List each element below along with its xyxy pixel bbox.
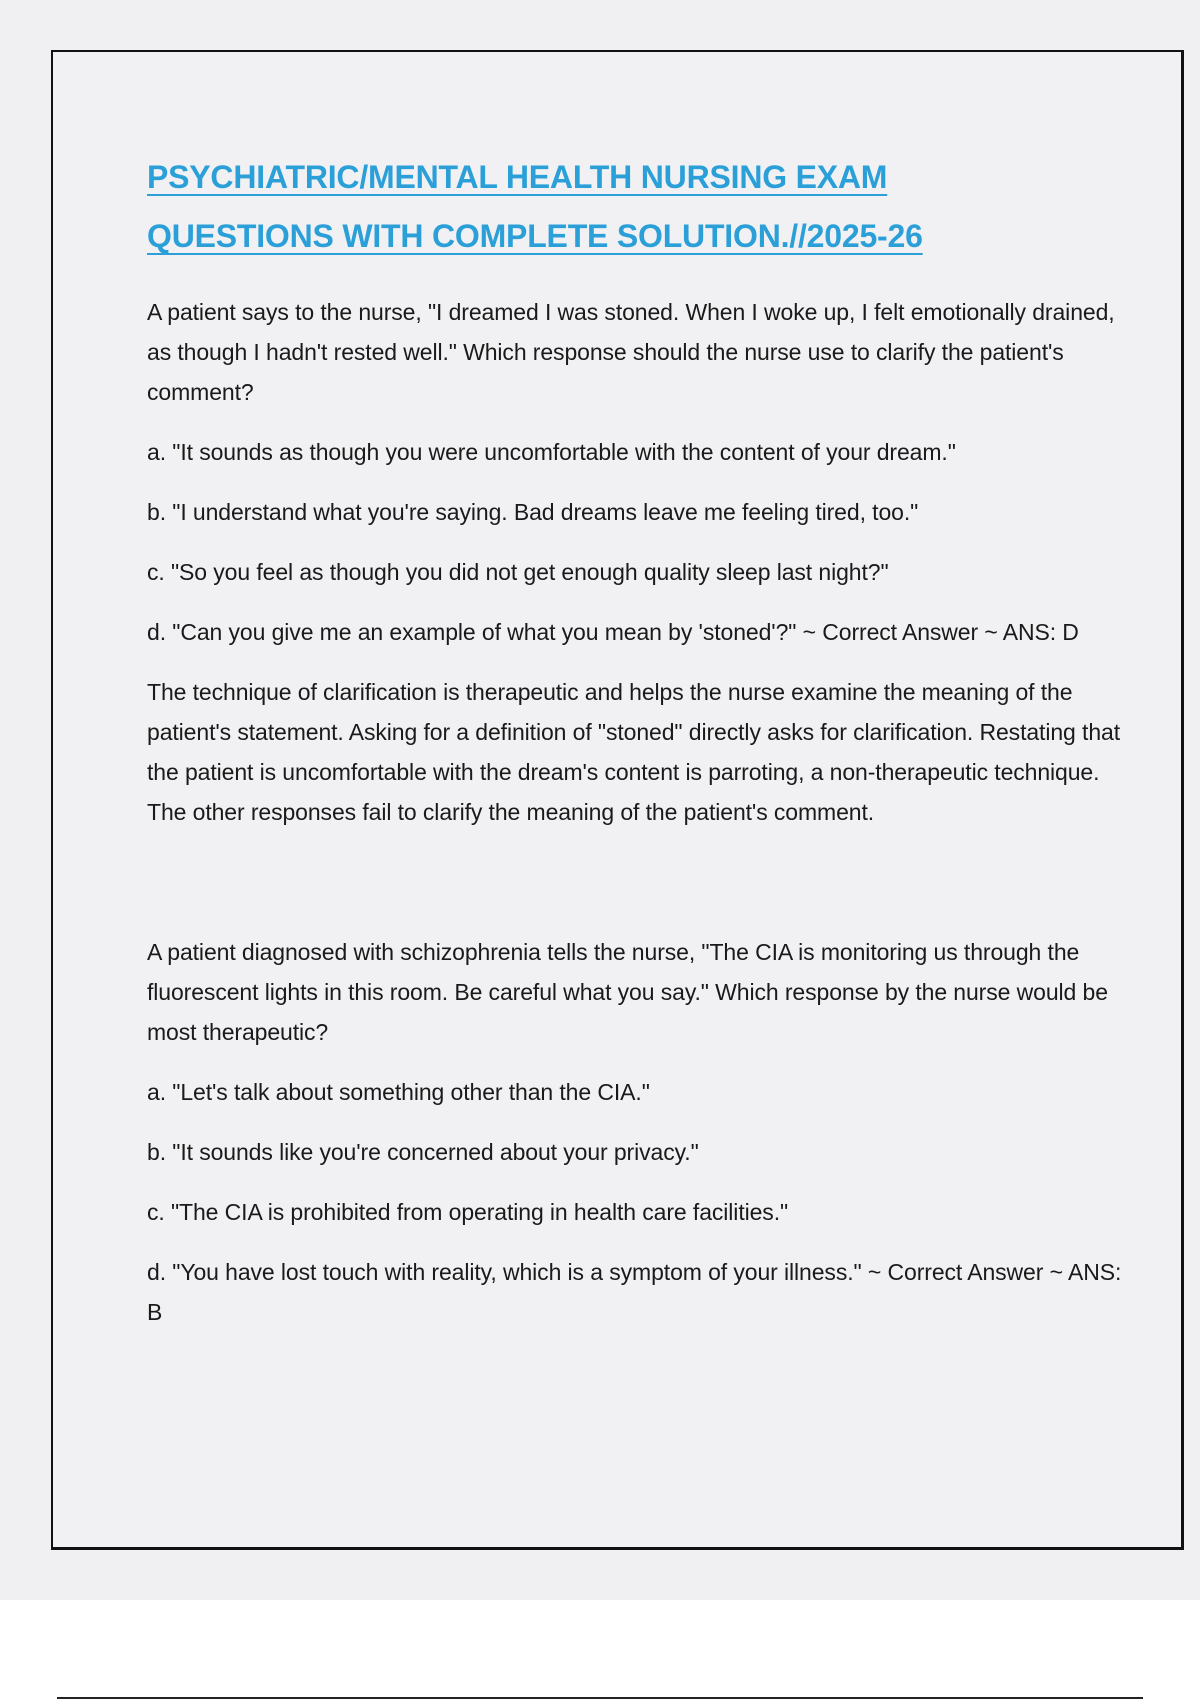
question-stem: A patient says to the nurse, "I dreamed I was stoned. When I woke up, I felt emotionally drained, as though I hadn't rested well." Which response should the nurse use to clarify the patient's comment? [147,299,1115,405]
title-line-1: PSYCHIATRIC/MENTAL HEALTH NURSING EXAM [147,159,888,195]
document-content [147,148,1137,1352]
question-block [147,932,1137,1332]
question-block [147,292,1137,832]
next-page-area [0,1600,1200,1700]
title-line-2: QUESTIONS WITH COMPLETE SOLUTION.//2025-26 [147,218,923,254]
answer-option-d: d. "Can you give me an example of what you mean by 'stoned'?" ~ Correct Answer ~ ANS: D [147,619,1079,645]
section-gap [147,852,1137,932]
answer-option-b: b. "It sounds like you're concerned about your privacy." [147,1139,699,1165]
document-title [147,148,1137,266]
answer-option-c: c. "So you feel as though you did not get enough quality sleep last night?" [147,559,889,585]
answer-option-a: a. "It sounds as though you were uncomfortable with the content of your dream." [147,439,956,465]
answer-rationale: The technique of clarification is therapeutic and helps the nurse examine the meaning of the patient's statement. Asking for a definition of "stoned" directly asks for clarification. Restating that the patient is uncomfortable with the dream's content is parroting, a non-therapeutic technique. The other responses fail to clarify the meaning of the patient's comment. [147,679,1120,825]
page-divider-line [57,1697,1143,1699]
answer-option-b: b. "I understand what you're saying. Bad dreams leave me feeling tired, too." [147,499,919,525]
answer-option-c: c. "The CIA is prohibited from operating in health care facilities." [147,1199,789,1225]
answer-option-d: d. "You have lost touch with reality, which is a symptom of your illness." ~ Correct Answer ~ ANS: B [147,1259,1122,1325]
document-page [51,50,1184,1550]
answer-option-a: a. "Let's talk about something other than the CIA." [147,1079,650,1105]
question-stem: A patient diagnosed with schizophrenia tells the nurse, "The CIA is monitoring us through the fluorescent lights in this room. Be careful what you say." Which response by the nurse would be most therapeutic? [147,939,1108,1045]
